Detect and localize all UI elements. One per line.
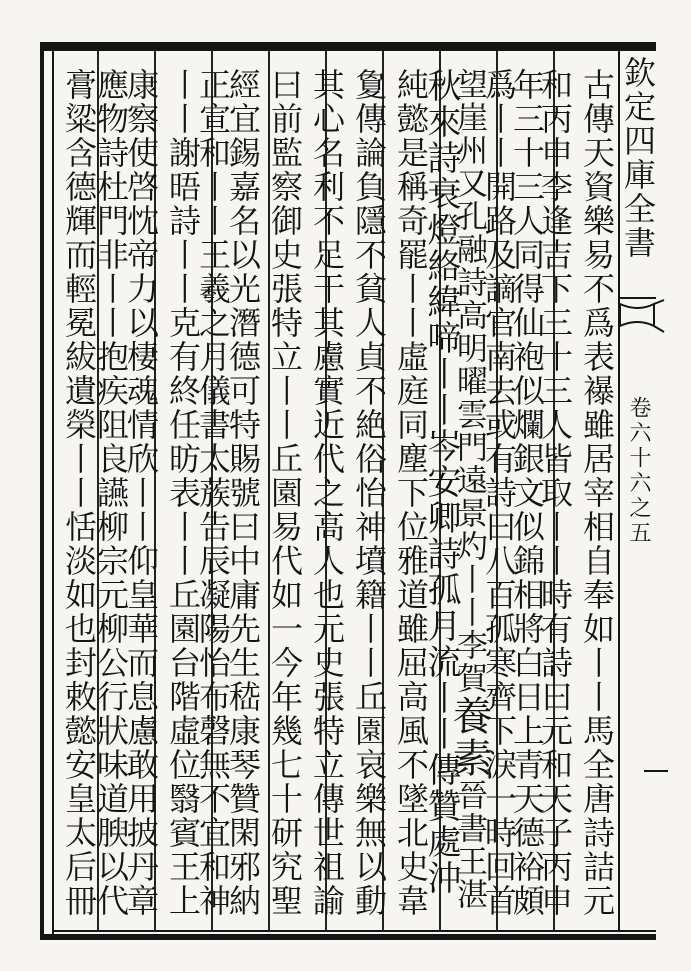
text-column-5-tail: 晉書王湛 — [451, 779, 487, 911]
text-column-12: 正宣和丨丨王羲之月儀書太蔟告辰凝陽怡布磬無不宜和神 — [194, 68, 232, 918]
text-column-7: 純懿是稱奇罷丨丨虛庭同塵下位雅道雖屈高風不墜北史韋 — [392, 68, 430, 918]
text-column-4: 爲丨丨開路及謫官南去或有詩曰八百孤寒齊下淚一時回首 — [480, 68, 518, 918]
margin-title: 欽定四庫全書 — [619, 56, 657, 260]
margin-juan-number: 卷六十六之五 — [626, 396, 651, 546]
text-column-6-main: 秋來詩衰燈絡緯啼丨丨岑安卿詩孤月流丨丨 — [421, 68, 461, 752]
text-column-15: 應物詩杜門非丨丨抱疾阻良讌柳宗元柳公行狀味道腴以代 — [92, 68, 130, 918]
text-column-3: 年三十三人同得仙袍似爛銀文似錦相將白日上青天德裕頗 — [508, 68, 546, 918]
text-column-11: 經宜錫嘉名以光潛德可特賜號曰中庸先生嵇康琴贊閑邪納 — [224, 68, 262, 918]
text-column-2: 和丙申李逢吉下三十三人皆取丨丨時有詩曰元和天子丙申 — [536, 68, 574, 918]
margin-tick-mark — [644, 770, 668, 772]
text-column-5-main: 望崖州又孔融詩高明曜雲門遠景灼丨丨李賀 — [451, 68, 487, 695]
text-column-9: 其心名利不足干其慮實近代之高人也元史張特立傳世祖諭 — [308, 68, 346, 918]
text-column-14: 康察使啓忱帝力以棲魂情欣丨丨仰皇華而息慮敢用披丹章 — [122, 68, 160, 918]
entry-heading: 養素 — [446, 695, 492, 779]
text-column-1: 古傳天資樂易不爲表襮雖居宰相自奉如丨丨馬全唐詩詰元 — [578, 68, 616, 918]
text-column-10: 曰前監察御史張特立丨丨丘園易代如一今年幾七十研究聖 — [266, 68, 304, 918]
text-column-16: 膏粱含德輝而輕冕紱遺榮丨丨恬淡如也封敕懿安皇太后冊 — [60, 68, 98, 918]
text-column-13: 丨丨謝晤詩丨丨克有終任昉表丨丨丘園台階虛位翳賓王上 — [164, 68, 202, 918]
text-column-8: 夐傳論負隱不貧人貞不絶俗怡神墳籍丨丨丘園哀樂無以動 — [350, 68, 388, 918]
frame-inner-bottom-rule — [52, 930, 656, 932]
fish-tail-ornament — [618, 296, 666, 336]
frame-inner-left-rule — [52, 51, 54, 934]
text-column-6-tail: 傳贊處沖 — [421, 752, 461, 896]
